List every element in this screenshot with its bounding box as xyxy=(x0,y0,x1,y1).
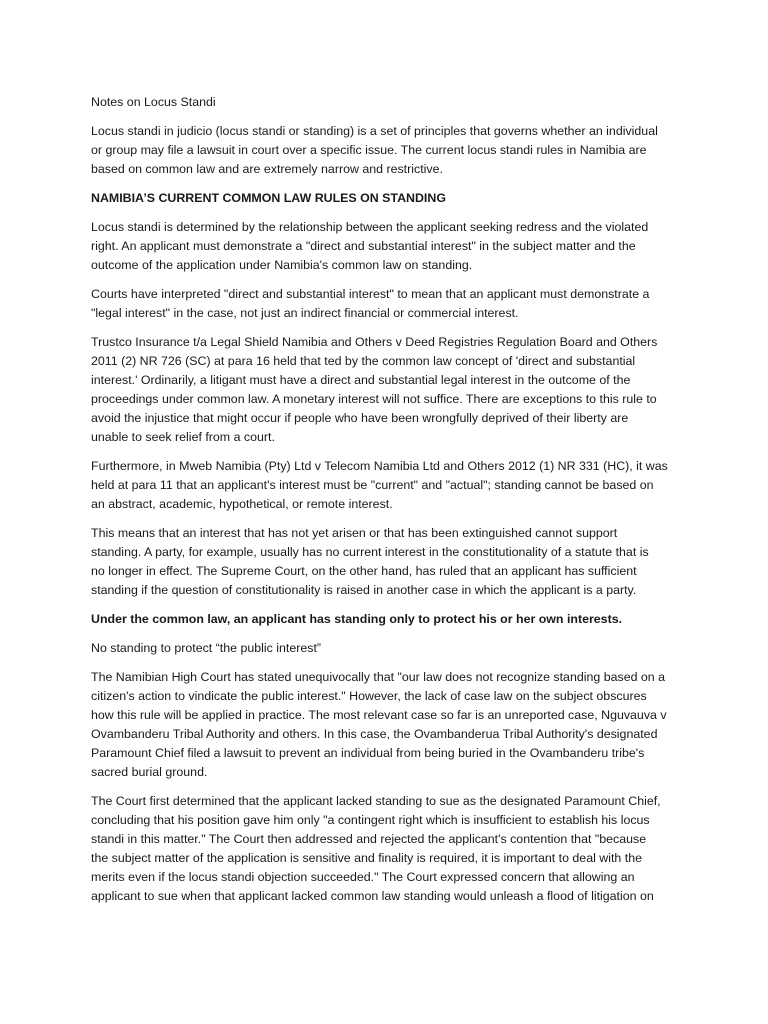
text-line: "legal interest" in the case, not just an indirect financial or commercial interest. xyxy=(91,306,519,320)
text-line: Courts have interpreted "direct and substantial interest" to mean that an applicant must demonstrate a xyxy=(91,287,650,301)
text-line: 2011 (2) NR 726 (SC) at para 16 held that ted by the common law concept of 'direct and substantial xyxy=(91,354,636,368)
text-line: Ovambanderu Tribal Authority and others. In this case, the Ovambanderua Tribal Authority's designated xyxy=(91,727,658,741)
paragraph-mweb xyxy=(91,457,694,514)
text-line: standing if the question of constitutionality is raised in another case in which the applicant is a party. xyxy=(91,583,637,597)
text-line: Locus standi in judicio (locus standi or standing) is a set of principles that governs whether an individual xyxy=(91,124,658,138)
text-line: or group may file a lawsuit in court over a specific issue. The current locus standi rules in Namibia are xyxy=(91,143,647,157)
paragraph-intro xyxy=(91,122,694,179)
text-line: an abstract, academic, hypothetical, or remote interest. xyxy=(91,497,393,511)
text-line: Under the common law, an applicant has standing only to protect his or her own interests. xyxy=(91,612,623,626)
paragraph-own-interests xyxy=(91,610,694,629)
paragraph-court-first xyxy=(91,792,694,906)
text-line: sacred burial ground. xyxy=(91,765,208,779)
paragraph-heading-current-rules xyxy=(91,189,694,208)
text-line: The Namibian High Court has stated unequivocally that "our law does not recognize standing based on a xyxy=(91,670,666,684)
text-line: interest.' Ordinarily, a litigant must have a direct and substantial legal interest in the outcome of the xyxy=(91,373,631,387)
text-line: Furthermore, in Mweb Namibia (Pty) Ltd v Telecom Namibia Ltd and Others 2012 (1) NR 331 (HC), it was xyxy=(91,459,668,473)
text-line: outcome of the application under Namibia's common law on standing. xyxy=(91,258,473,272)
text-line: standi in this matter." The Court then addressed and rejected the applicant's contention that "because xyxy=(91,832,647,846)
paragraph-no-public-interest xyxy=(91,639,694,658)
text-line: how this rule will be applied in practice. The most relevant case so far is an unreported case, Nguvauva v xyxy=(91,708,667,722)
text-line: concluding that his position gave him only "a contingent right which is insufficient to establish his locus xyxy=(91,813,650,827)
text-line: based on common law and are extremely narrow and restrictive. xyxy=(91,162,443,176)
paragraph-trustco xyxy=(91,333,694,447)
text-line: avoid the injustice that might occur if people who have been wrongfully deprived of their liberty are xyxy=(91,411,629,425)
text-line: the subject matter of the application is sensitive and finality is required, it is important to deal with the xyxy=(91,851,642,865)
text-line: Locus standi is determined by the relationship between the applicant seeking redress and the violated xyxy=(91,220,649,234)
text-line: Notes on Locus Standi xyxy=(91,95,216,109)
paragraph-courts-interpreted xyxy=(91,285,694,323)
text-line: NAMIBIA’S CURRENT COMMON LAW RULES ON STANDING xyxy=(91,191,446,205)
text-line: right. An applicant must demonstrate a "direct and substantial interest" in the subject matter and the xyxy=(91,239,636,253)
text-line: no longer in effect. The Supreme Court, on the other hand, has ruled that an applicant has sufficient xyxy=(91,564,637,578)
paragraph-high-court xyxy=(91,668,694,782)
text-line: unable to seek relief from a court. xyxy=(91,430,275,444)
paragraph-this-means xyxy=(91,524,694,600)
text-line: Paramount Chief filed a lawsuit to prevent an individual from being buried in the Ovambanderu tribe's xyxy=(91,746,645,760)
paragraph-relationship xyxy=(91,218,694,275)
text-line: No standing to protect “the public interest” xyxy=(91,641,322,655)
text-line: proceedings under common law. A monetary interest will not suffice. There are exceptions to this rule to xyxy=(91,392,657,406)
text-line: The Court first determined that the applicant lacked standing to sue as the designated Paramount Chief, xyxy=(91,794,661,808)
text-line: held at para 11 that an applicant's interest must be "current" and "actual"; standing cannot be based on xyxy=(91,478,654,492)
document-body xyxy=(91,93,694,906)
text-line: This means that an interest that has not yet arisen or that has been extinguished cannot support xyxy=(91,526,618,540)
text-line: merits even if the locus standi objection succeeded." The Court expressed concern that allowing an xyxy=(91,870,635,884)
text-line: citizen's action to vindicate the public interest." However, the lack of case law on the subject obscures xyxy=(91,689,647,703)
paragraph-title xyxy=(91,93,694,112)
text-line: standing. A party, for example, usually has no current interest in the constitutionality of a statute that is xyxy=(91,545,649,559)
text-line: Trustco Insurance t/a Legal Shield Namibia and Others v Deed Registries Regulation Board and Others xyxy=(91,335,658,349)
text-line: applicant to sue when that applicant lacked common law standing would unleash a flood of litigation on xyxy=(91,889,654,903)
